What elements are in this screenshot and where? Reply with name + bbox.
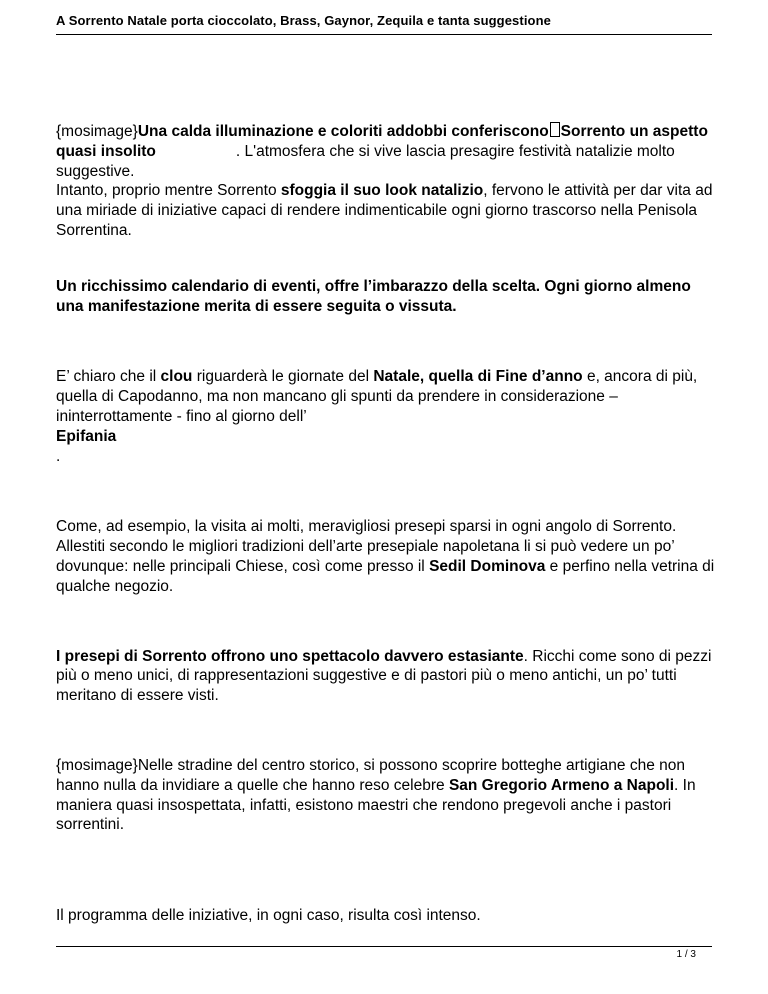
paragraph-text: Il programma delle iniziative, in ogni caso, risulta così intenso. xyxy=(56,907,481,925)
bold-text: sfoggia il suo look natalizio xyxy=(280,182,484,200)
paragraph-text: {mosimage}Nelle stradine del centro storico, si possono scoprire botteghe artigiane che non hanno nulla da invidiare a quelle che hanno reso celebre xyxy=(56,756,685,794)
bold-text: clou xyxy=(160,368,193,386)
paragraph-text: e, ancora di più, quella di Capodanno, ma non mancano gli spunti da prendere in considerazione – ininterrottamente - fino al giorno dell’ xyxy=(56,368,698,425)
paragraph-text: e perfino nella vetrina di qualche negozio. xyxy=(56,557,715,595)
page-header-title: A Sorrento Natale porta cioccolato, Brass, Gaynor, Zequila e tanta suggestione xyxy=(56,13,551,28)
bold-text: Sorrento un aspetto quasi insolito xyxy=(56,123,708,160)
header-divider xyxy=(56,34,712,35)
paragraph-text: riguarderà le giornate del xyxy=(192,368,374,386)
mosimage-tag: {mosimage} xyxy=(56,123,138,140)
paragraph-botteghe xyxy=(56,756,720,835)
paragraph-text: . In maniera quasi insospettata, infatti, esistono maestri che rendono pregevoli anche i pastori sorrentini. xyxy=(56,776,696,834)
bold-text: Un ricchissimo calendario di eventi, offre l’imbarazzo della scelta. Ogni giorno almeno una manifestazione merita di essere seguita o vissuta. xyxy=(56,277,691,315)
paragraph-clou xyxy=(56,367,720,466)
paragraph-presepi-visit xyxy=(56,517,720,596)
bold-text: Natale, quella di Fine d’anno xyxy=(373,368,583,386)
paragraph-presepi-spettacolo xyxy=(56,647,720,706)
page-number: 1 / 3 xyxy=(676,949,696,960)
bold-text: Sedil Dominova xyxy=(429,557,546,575)
article-body xyxy=(56,122,720,926)
bold-text: Epifania xyxy=(56,427,117,445)
paragraph-look xyxy=(56,181,720,240)
paragraph-text: Intanto, proprio mentre Sorrento xyxy=(56,182,281,200)
paragraph-text: E’ chiaro che il xyxy=(56,368,161,386)
paragraph-text: Come, ad esempio, la visita ai molti, meravigliosi presepi sparsi in ogni angolo di Sorrento. Allestiti secondo le migliori tradizioni dell’arte presepiale napoletana li si può vedere un po’ dovunque: nelle principali Chiese, così come presso il xyxy=(56,518,677,575)
paragraph-text: . L'atmosfera che si vive lascia presagire festività natalizie molto suggestive. xyxy=(56,142,675,180)
bold-text: San Gregorio Armeno a Napoli xyxy=(448,776,675,794)
paragraph-calendar xyxy=(56,277,720,317)
paragraph-text: . Ricchi come sono di pezzi più o meno unici, di rappresentazioni suggestive e di pastori più o meno antichi, un po’ tutti meritano di essere visti. xyxy=(56,647,712,705)
bold-text: I presepi di Sorrento offrono uno spettacolo davvero estasiante xyxy=(56,647,524,665)
missing-glyph-icon xyxy=(550,122,560,137)
paragraph-text: . xyxy=(56,447,61,465)
paragraph-intro xyxy=(56,122,720,181)
bold-text: Una calda illuminazione e coloriti addobbi conferiscono xyxy=(137,123,549,140)
paragraph-programma xyxy=(56,906,720,926)
footer-divider xyxy=(56,946,712,947)
paragraph-text: , fervono le attività per dar vita ad una miriade di iniziative capaci di rendere indimenticabile ogni giorno trascorso nella Penisola Sorrentina. xyxy=(56,182,713,239)
